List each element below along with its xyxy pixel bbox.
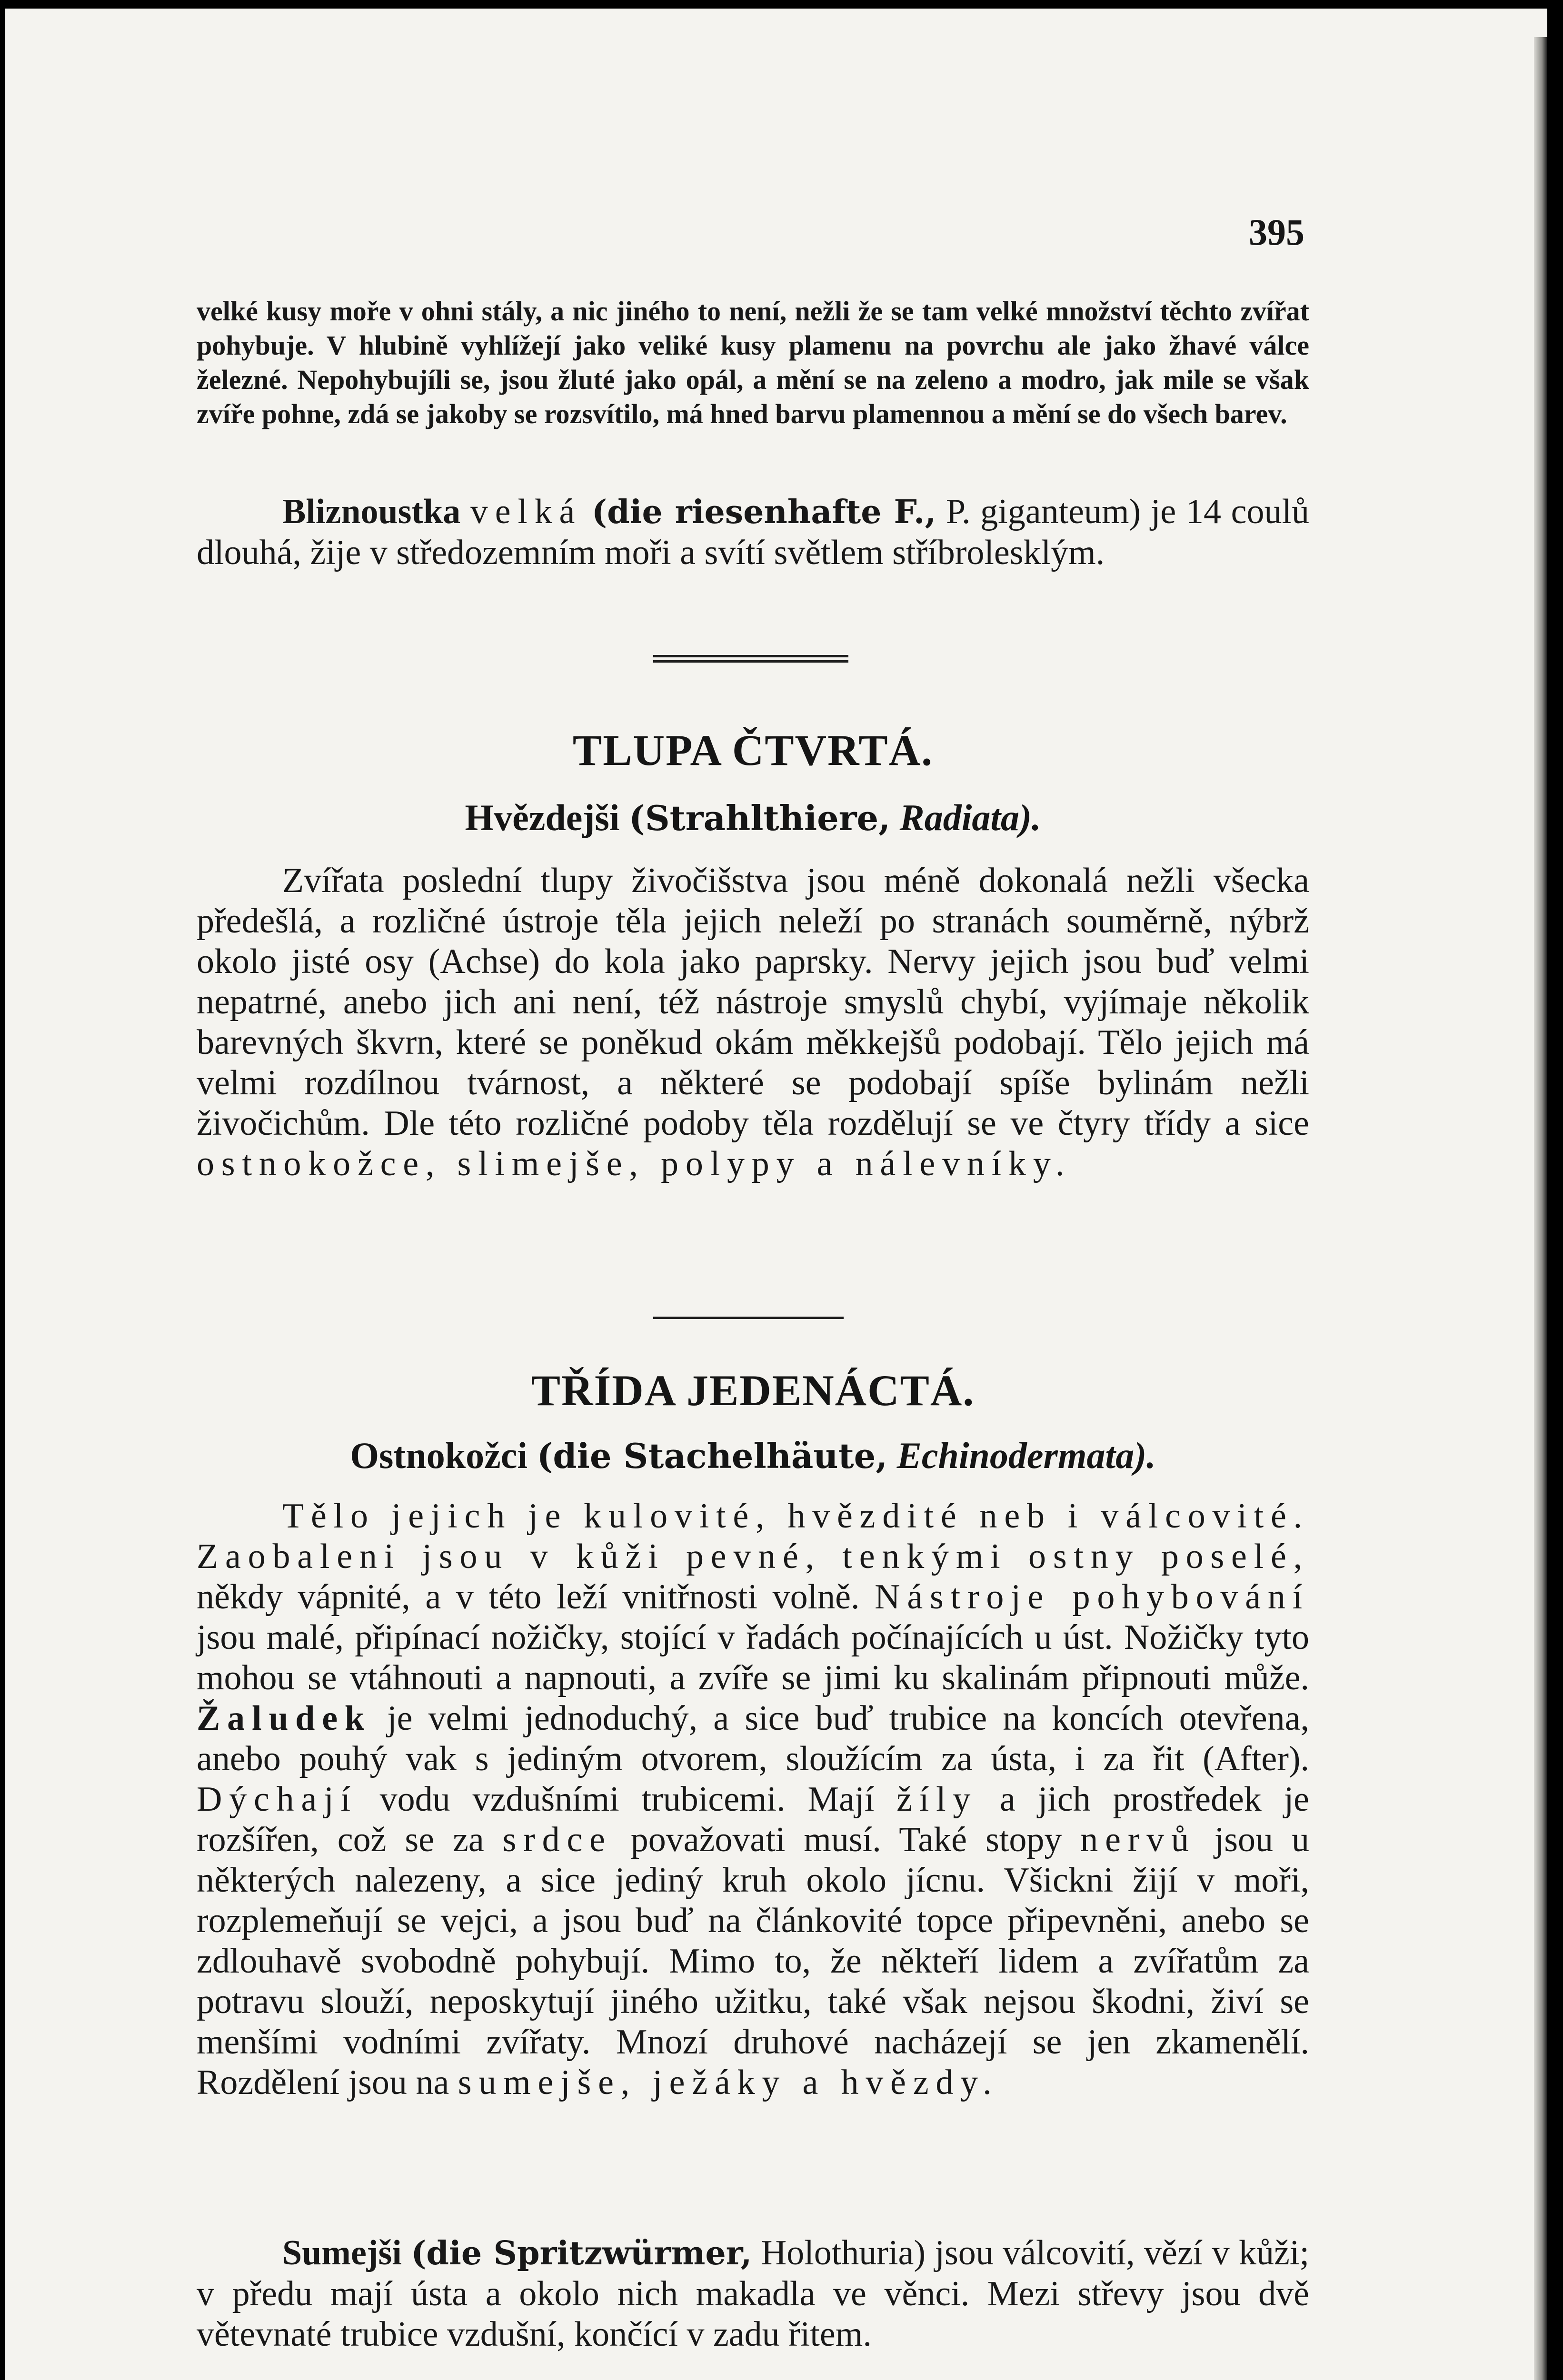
bliznoustka-german-name: (die riesenhafte F., (591, 493, 936, 531)
ostnokozci-text: považovati musí. Také stopy (630, 1820, 1062, 1859)
section-title-trida: TŘÍDA JEDENÁCTÁ. (531, 1366, 975, 1415)
subtitle-czech-term: Ostnokožci (350, 1435, 528, 1476)
section-subtitle-trida (197, 1434, 1309, 1477)
ostnokozci-lead: Tělo jejich je kulovité, hvězdité neb i válcovité. Zaobaleni jsou v kůži pevné, tenkými ostny poselé, (197, 1497, 1309, 1576)
section-title-tlupa: TLUPA ČTVRTÁ. (572, 726, 934, 774)
ostnokozci-term: nervů (1080, 1820, 1196, 1859)
sumejsi-paragraph (197, 2233, 1309, 2355)
ostnokozci-term: Nástroje pohybování (875, 1577, 1309, 1616)
intro-text: Zvířata poslední tlupy živočišstva jsou méně dokonalá nežli všecka předešlá, a rozličné ústroje těla jejich neleží po stranách souměrně, nýbrž okolo jisté osy (Achse) do kola jako paprsky. Nervy jejich jsou buď velmi nepatrné, anebo jich ani není, též nástroje smyslů chybí, vyjímaje několik barevných škvrn, které se poněkud okám měkkejšů podobají. Tělo jejich má velmi rozdílnou tvárnost, a některé se podobají spíše bylinám nežli živočichům. Dle této rozličné podoby těla rozdělují se ve čtyry třídy a sice (197, 861, 1309, 1143)
section-divider-double (653, 655, 848, 663)
book-page (5, 9, 1547, 2380)
continued-paragraph: velké kusy moře v ohni stály, a nic jiného to není, nežli že se tam velké množství těchto zvířat pohybuje. V hlubině vyhlížejí jako veliké kusy plamenu na povrchu ale jako žhavé válce železné. Nepohybujíli se, jsou žluté jako opál, a mění se na zeleno a modro, jak mile se však zvíře pohne, zdá se jakoby se rozsvítilo, má hned barvu plamennou a mění se do všech barev. (197, 296, 1309, 429)
ostnokozci-text: někdy vápnité, a v této leží vnitřnosti volně. (197, 1577, 860, 1616)
ostnokozci-text: a jich prostředek je rozšířen, což se za (197, 1780, 1310, 1859)
subtitle-german-term: (die Stachelhäute, (537, 1436, 888, 1476)
sumejsi-term: Sumejši (282, 2233, 402, 2272)
section-divider (653, 1317, 844, 1319)
ostnokozci-term: Dýchají (197, 1780, 358, 1819)
ostnokozci-text: jsou u některých nalezeny, a sice jediný kruh okolo jícnu. Všickni žijí v moři, rozplemeňují se vejci, a jsou buď na článkovité topce připevněni, anebo se zdlouhavě svobodně pohybují. Mimo to, že někteří lidem a zvířatům za potravu slouží, neposkytují jiného užitku, také však nejsou škodni, živí se menšími vodními zvířaty. Mnozí druhové nacházejí se jen zkamenělí. Rozdělení jsou na (197, 1820, 1309, 2102)
ostnokozci-term: žíly (896, 1780, 978, 1819)
ostnokozci-paragraph (197, 1496, 1309, 2103)
ostnokozci-text: je velmi jednoduchý, a sice buď trubice na koncích otevřena, anebo pouhý vak s jediným otvorem, sloužícím za ústa, i za řit (After). (197, 1699, 1309, 1778)
sumejsi-description: Holothuria) jsou válcovití, vězí v kůži; v předu mají ústa a okolo nich makadla ve věnci. Mezi střevy jsou dvě větevnaté trubice vzdušní, končící v zadu řitem. (197, 2233, 1309, 2354)
ostnokozci-term: Žaludek (197, 1699, 371, 1738)
intro-classes-list: ostnokožce, slimejše, polypy a nálevníky. (197, 1144, 1072, 1183)
section-subtitle-tlupa (197, 796, 1309, 839)
ostnokozci-term: sumejše, ježáky a hvězdy. (458, 2063, 999, 2102)
ostnokozci-text: vodu vzdušními trubicemi. Mají (379, 1780, 875, 1819)
page-edge-shadow (1534, 37, 1547, 2380)
bliznoustka-description: P. giganteum) je 14 coulů dlouhá, žije v středozemním moři a svítí světlem stříbrolesklým. (197, 492, 1310, 572)
bliznoustka-adjective: velká (470, 492, 582, 531)
intro-paragraph (197, 861, 1309, 1184)
ostnokozci-text: jsou malé, připínací nožičky, stojící v řadách počínajících u úst. Nožičky tyto mohou se vtáhnouti a napnouti, a zvíře se jimi ku skalinám připnouti může. (197, 1618, 1309, 1697)
subtitle-latin-term: Echinodermata). (896, 1435, 1156, 1476)
ostnokozci-term: srdce (502, 1820, 612, 1859)
subtitle-czech-term: Hvězdejši (465, 797, 620, 838)
bliznoustka-term: Bliznoustka (282, 492, 461, 531)
sumejsi-german-name: (die Spritzwürmer, (411, 2234, 752, 2272)
subtitle-latin-term: Radiata). (899, 797, 1041, 838)
bliznoustka-paragraph (197, 492, 1309, 573)
page-number: 395 (1249, 211, 1304, 253)
subtitle-german-term: (Strahlthiere, (628, 798, 891, 838)
